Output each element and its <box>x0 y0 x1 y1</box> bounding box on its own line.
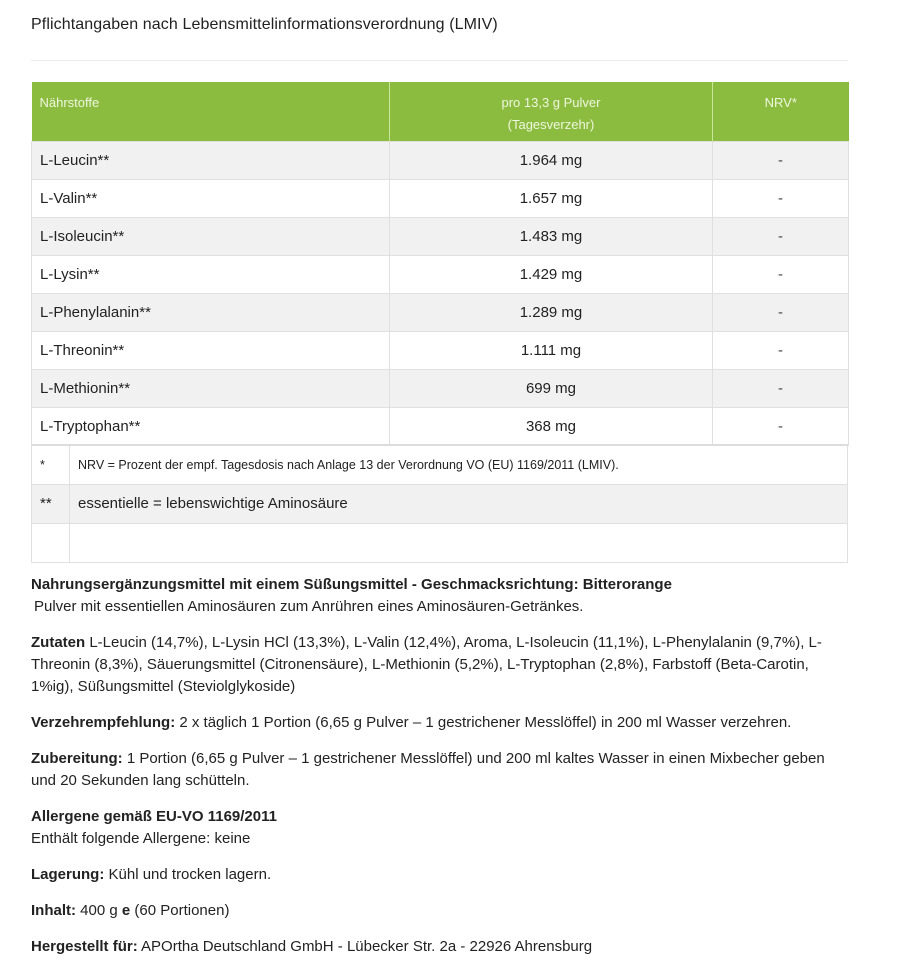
nutrient-name: L-Isoleucin** <box>32 217 390 255</box>
footnote-row <box>32 445 848 484</box>
page-title: Pflichtangaben nach Lebensmittelinformationsverordnung (LMIV) <box>31 16 498 33</box>
nutrient-name: L-Leucin** <box>32 141 390 179</box>
manufacturer-text: APOrtha Deutschland GmbH - Lübecker Str. 2a - 22926 Ahrensburg <box>137 938 593 955</box>
manufacturer-label: Hergestellt für: <box>31 938 138 955</box>
footnote-row-empty <box>32 523 848 562</box>
nutrient-nrv: - <box>713 255 849 293</box>
table-row <box>32 217 849 255</box>
nutrient-amount: 1.657 mg <box>390 179 713 217</box>
footnote-mark: ** <box>32 484 70 523</box>
nutrient-amount: 368 mg <box>390 407 713 445</box>
nutrient-nrv: - <box>713 331 849 369</box>
footnote-mark <box>32 523 70 562</box>
table-row <box>32 369 849 407</box>
nutrient-amount: 699 mg <box>390 369 713 407</box>
recommendation-paragraph <box>31 712 851 734</box>
footnote-text: essentielle = lebenswichtige Aminosäure <box>70 484 848 523</box>
product-heading: Nahrungsergänzungsmittel mit einem Süßungsmittel - Geschmacksrichtung: Bitterorange <box>31 576 672 593</box>
nutrient-nrv: - <box>713 179 849 217</box>
nutrient-nrv: - <box>713 293 849 331</box>
footnote-table <box>31 444 848 563</box>
content-paragraph <box>31 900 851 922</box>
table-row <box>32 179 849 217</box>
allergens-text: Enthält folgende Allergene: keine <box>31 830 251 847</box>
header-nrv: NRV* <box>713 82 849 141</box>
preparation-label: Zubereitung: <box>31 750 123 767</box>
recommendation-text: 2 x täglich 1 Portion (6,65 g Pulver – 1 gestrichener Messlöffel) in 200 ml Wasser verzehren. <box>175 714 792 731</box>
recommendation-label: Verzehrempfehlung: <box>31 714 176 731</box>
storage-label: Lagerung: <box>31 866 105 883</box>
table-header-row <box>32 82 849 141</box>
footnote-text: NRV = Prozent der empf. Tagesdosis nach Anlage 13 der Verordnung VO (EU) 1169/2011 (LMIV). <box>70 445 848 484</box>
nutrient-nrv: - <box>713 369 849 407</box>
nutrient-name: L-Phenylalanin** <box>32 293 390 331</box>
storage-paragraph <box>31 864 851 886</box>
nutrient-amount: 1.483 mg <box>390 217 713 255</box>
storage-text: Kühl und trocken lagern. <box>104 866 272 883</box>
product-description <box>31 574 851 972</box>
nutrient-name: L-Valin** <box>32 179 390 217</box>
table-row <box>32 293 849 331</box>
header-amount-line1: pro 13,3 g Pulver <box>501 95 601 110</box>
nutrient-amount: 1.964 mg <box>390 141 713 179</box>
nutrient-amount: 1.429 mg <box>390 255 713 293</box>
footnote-row <box>32 484 848 523</box>
title-divider <box>31 60 848 61</box>
nutrition-table <box>31 82 849 446</box>
table-row <box>32 255 849 293</box>
allergens-heading: Allergene gemäß EU-VO 1169/2011 <box>31 808 277 825</box>
content-label: Inhalt: <box>31 902 76 919</box>
nutrient-nrv: - <box>713 407 849 445</box>
estimated-sign-icon: e <box>121 902 131 919</box>
nutrient-amount: 1.111 mg <box>390 331 713 369</box>
table-row <box>32 141 849 179</box>
content-text-post: (60 Portionen) <box>130 902 230 919</box>
footnote-text <box>70 523 848 562</box>
nutrient-nrv: - <box>713 217 849 255</box>
table-row <box>32 407 849 445</box>
manufacturer-paragraph <box>31 936 851 958</box>
ingredients-label: Zutaten <box>31 634 86 651</box>
allergens-paragraph <box>31 806 851 850</box>
ingredients-text: L-Leucin (14,7%), L-Lysin HCl (13,3%), L-Valin (12,4%), Aroma, L-Isoleucin (11,1%), L-Phenylalanin (9,7%), L-Threonin (8,3%), Säuerungsmittel (Citronensäure), L-Methionin (5,2%), L-Tryptophan (2,8%), Farbstoff (Beta-Carotin, 1%ig), Süßungsmittel (Steviolglykoside) <box>31 634 822 695</box>
header-nutrient: Nährstoffe <box>32 82 390 141</box>
footnote-mark: * <box>32 445 70 484</box>
nutrient-name: L-Threonin** <box>32 331 390 369</box>
ingredients-paragraph <box>31 632 851 698</box>
nutrient-name: L-Methionin** <box>32 369 390 407</box>
product-summary <box>31 574 851 618</box>
content-text-pre: 400 g <box>76 902 122 919</box>
table-row <box>32 331 849 369</box>
preparation-text: 1 Portion (6,65 g Pulver – 1 gestrichener Messlöffel) und 200 ml kaltes Wasser in einen Mixbecher geben und 20 Sekunden lang schütteln. <box>31 750 825 789</box>
nutrient-amount: 1.289 mg <box>390 293 713 331</box>
nutrient-nrv: - <box>713 141 849 179</box>
product-subline: Pulver mit essentiellen Aminosäuren zum Anrühren eines Aminosäuren-Getränkes. <box>34 598 584 615</box>
nutrient-name: L-Lysin** <box>32 255 390 293</box>
header-amount-line2: (Tagesverzehr) <box>507 117 595 132</box>
nutrient-name: L-Tryptophan** <box>32 407 390 445</box>
header-amount <box>390 82 713 141</box>
preparation-paragraph <box>31 748 851 792</box>
